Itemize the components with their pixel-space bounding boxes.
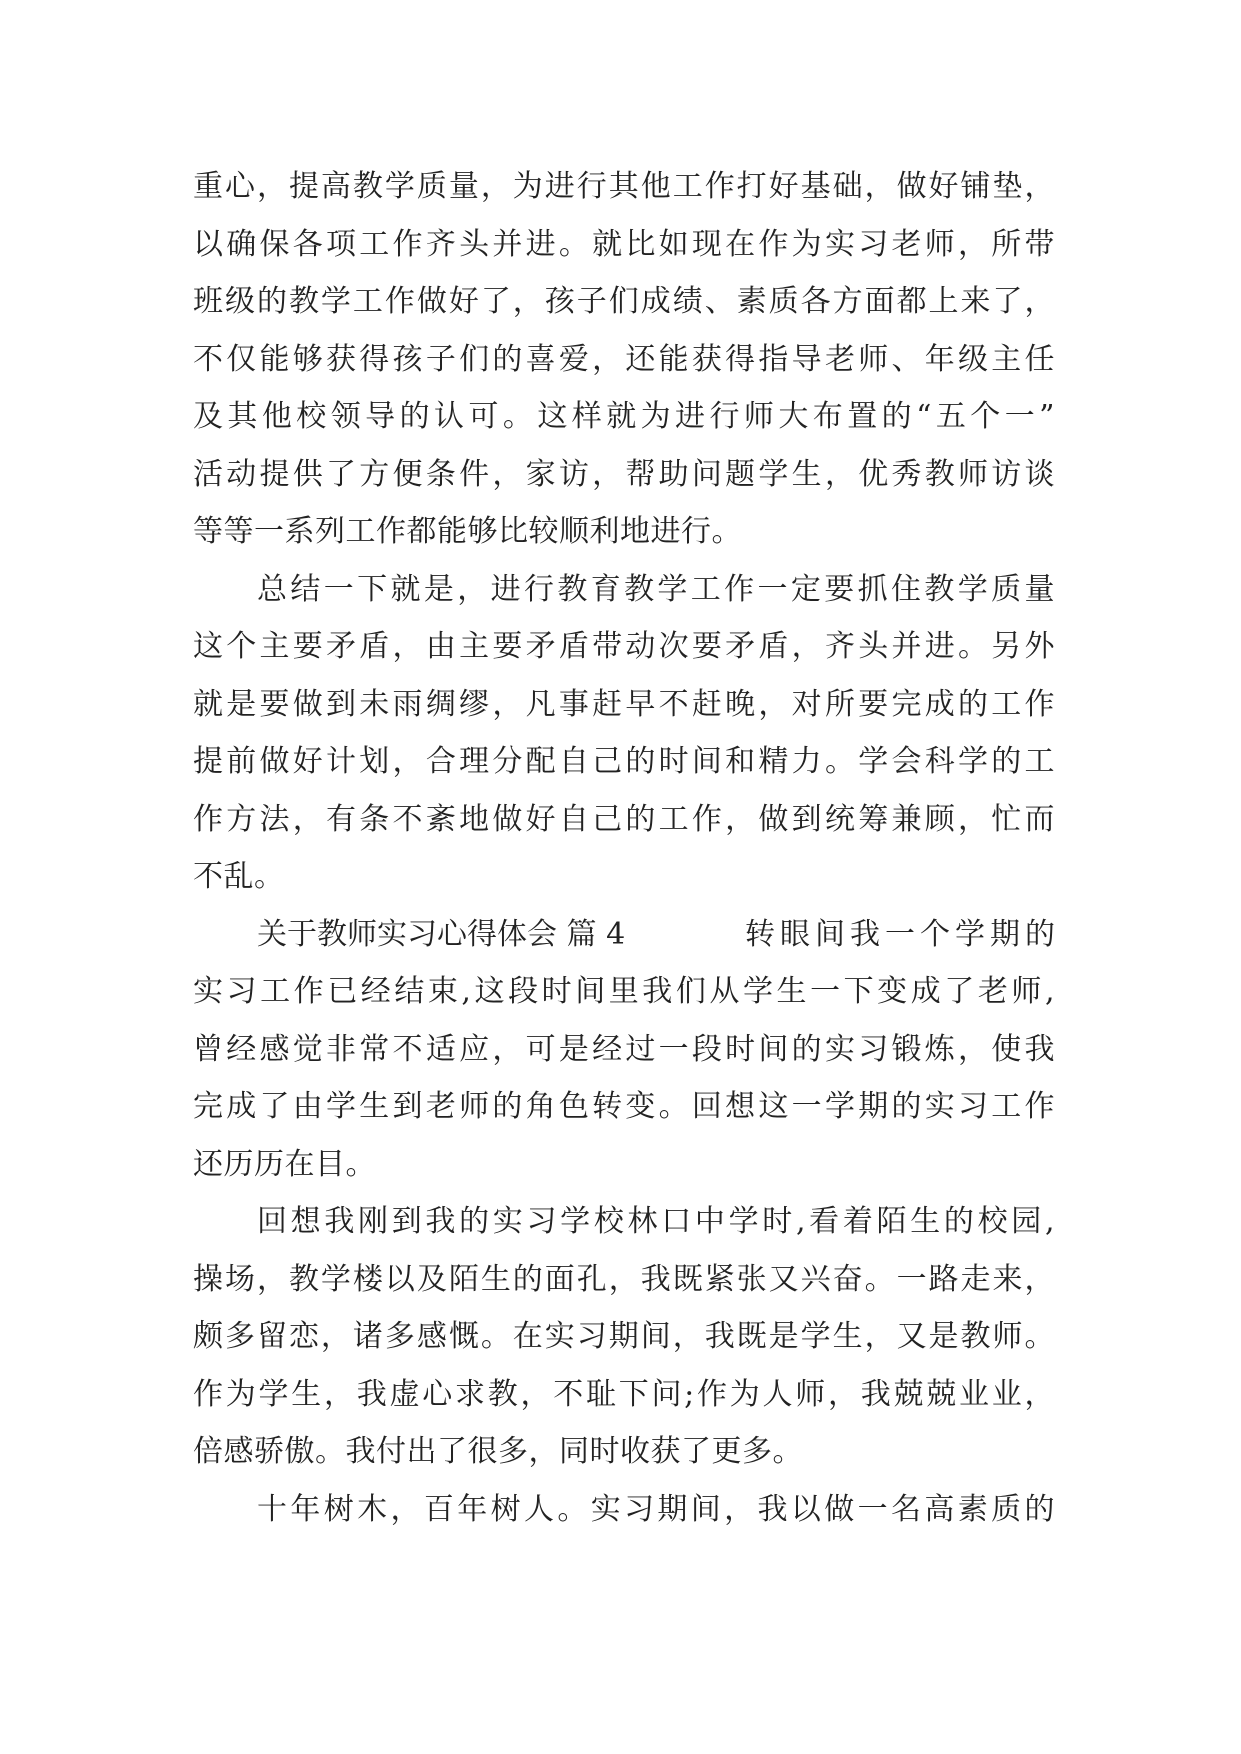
text-line: 这个主要矛盾，由主要矛盾带动次要矛盾，齐头并进。另外 <box>193 629 1055 664</box>
text-line: 还历历在目。 <box>193 1146 376 1182</box>
text-line: 实习工作已经结束,这段时间里我们从学生一下变成了老师, <box>193 974 1055 1009</box>
section-heading-line <box>193 906 1055 964</box>
text-line: 转眼间我一个学期的 <box>745 916 1055 952</box>
text-line: 回想我刚到我的实习学校林口中学时,看着陌生的校园, <box>257 1204 1055 1239</box>
text-line: 班级的教学工作做好了，孩子们成绩、素质各方面都上来了， <box>193 284 1055 319</box>
body-text <box>193 158 1055 1538</box>
text-line: 等等一系列工作都能够比较顺利地进行。 <box>193 514 742 549</box>
section-heading: 关于教师实习心得体会 篇 4 <box>257 916 626 952</box>
text-line: 活动提供了方便条件，家访，帮助问题学生，优秀教师访谈 <box>193 456 1055 492</box>
text-line: 颇多留恋，诸多感慨。在实习期间，我既是学生，又是教师。 <box>193 1319 1055 1354</box>
text-line: 就是要做到未雨绸缪，凡事赶早不赶晚，对所要完成的工作 <box>193 686 1055 722</box>
text-line: 作方法，有条不紊地做好自己的工作，做到统筹兼顾，忙而 <box>193 801 1055 837</box>
text-line: 总结一下就是，进行教育教学工作一定要抓住教学质量 <box>257 571 1055 607</box>
text-line: 十年树木，百年树人。实习期间，我以做一名高素质的 <box>257 1491 1055 1527</box>
text-line: 曾经感觉非常不适应，可是经过一段时间的实习锻炼，使我 <box>193 1031 1055 1067</box>
text-line: 及其他校领导的认可。这样就为进行师大布置的“五个一” <box>193 399 1055 434</box>
text-line: 倍感骄傲。我付出了很多，同时收获了更多。 <box>193 1434 803 1469</box>
text-line: 作为学生，我虚心求教，不耻下问;作为人师，我兢兢业业， <box>193 1376 1055 1412</box>
text-line: 以确保各项工作齐头并进。就比如现在作为实习老师，所带 <box>193 226 1055 262</box>
text-line: 操场，教学楼以及陌生的面孔，我既紧张又兴奋。一路走来， <box>193 1261 1055 1297</box>
text-line: 提前做好计划，合理分配自己的时间和精力。学会科学的工 <box>193 744 1055 779</box>
text-line: 不乱。 <box>193 859 285 894</box>
text-line: 完成了由学生到老师的角色转变。回想这一学期的实习工作 <box>193 1089 1055 1124</box>
text-line: 不仅能够获得孩子们的喜爱，还能获得指导老师、年级主任 <box>193 341 1055 377</box>
text-line: 重心，提高教学质量，为进行其他工作打好基础，做好铺垫， <box>193 169 1055 204</box>
